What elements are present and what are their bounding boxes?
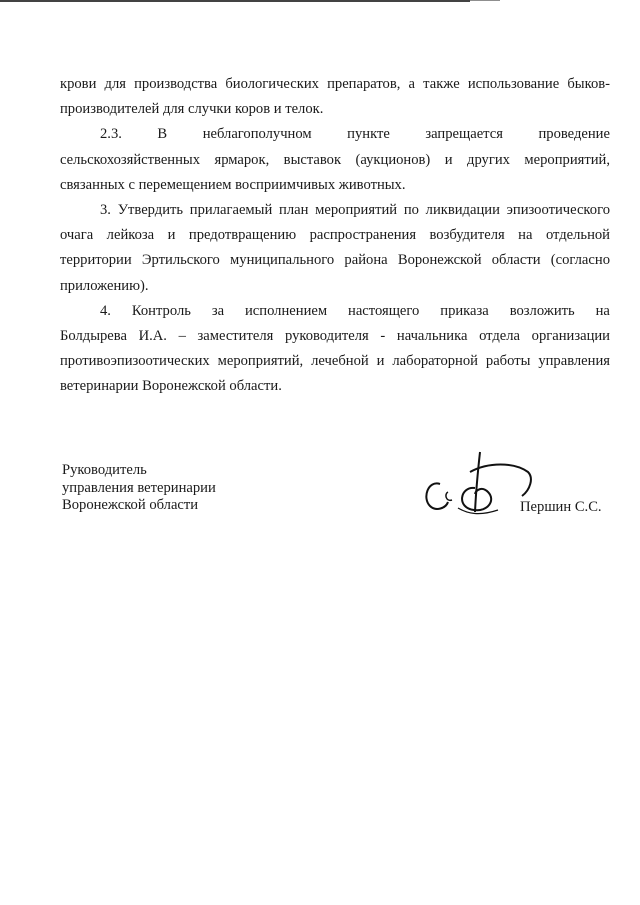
paragraph-2-line-3: связанных с перемещением восприимчивых животных.: [60, 176, 406, 193]
p4-word: исполнением: [244, 302, 328, 319]
paragraph-2-line-2: сельскохозяйственных ярмарок, выставок (аукционов) и других мероприятий,: [60, 151, 610, 168]
p4-word: 4.: [100, 302, 111, 319]
p4-word: Контроль: [131, 302, 191, 319]
paragraph-3-line-1: 3. Утвердить прилагаемый план мероприятий по ликвидации эпизоотического: [100, 202, 610, 219]
p2-word: В: [157, 126, 168, 143]
p4-word: возложить: [509, 302, 575, 319]
paragraph-1-line-2: производителей для случки коров и телок.: [60, 101, 324, 118]
paragraph-3-line-3: территории Эртильского муниципального района Воронежской области (согласно: [60, 252, 610, 269]
p4-word: приказа: [440, 302, 489, 319]
signatory-title-line-1: Руководитель: [62, 462, 147, 478]
p4-word: на: [595, 302, 610, 319]
scan-edge-line: [0, 0, 470, 2]
document-body: [60, 72, 610, 400]
handwritten-signature: [418, 450, 543, 530]
scan-edge-line-2: [470, 0, 500, 1]
p2-word: неблагополучном: [202, 126, 312, 143]
paragraph-4-line-4: ветеринарии Воронежской области.: [60, 378, 282, 395]
signatory-title-line-2: управления ветеринарии: [62, 479, 216, 496]
p2-word: 2.3.: [100, 126, 122, 143]
paragraph-4-line-3: противоэпизоотических мероприятий, лечебной и лабораторной работы управления: [60, 353, 610, 370]
p2-word: проведение: [538, 126, 610, 143]
p2-word: пункте: [347, 126, 390, 143]
signatory-title: [62, 462, 216, 515]
paragraph-1-line-1: крови для производства биологических препаратов, а также использование быков-: [60, 76, 610, 92]
paragraph-4-line-1: [60, 299, 610, 324]
paragraph-3-line-4: приложению).: [60, 277, 149, 294]
p2-word: запрещается: [425, 126, 503, 143]
paragraph-4-line-2: Болдырева И.А. – заместителя руководителя - начальника отдела организации: [60, 328, 610, 345]
p4-word: настоящего: [348, 302, 420, 319]
paragraph-3-line-2: очага лейкоза и предотвращению распространения возбудителя на отдельной: [60, 227, 610, 244]
p4-word: за: [211, 302, 225, 319]
signatory-name: Першин С.С.: [520, 499, 602, 515]
signatory-title-line-3: Воронежской области: [62, 497, 199, 513]
paragraph-2-line-1: [60, 122, 610, 147]
